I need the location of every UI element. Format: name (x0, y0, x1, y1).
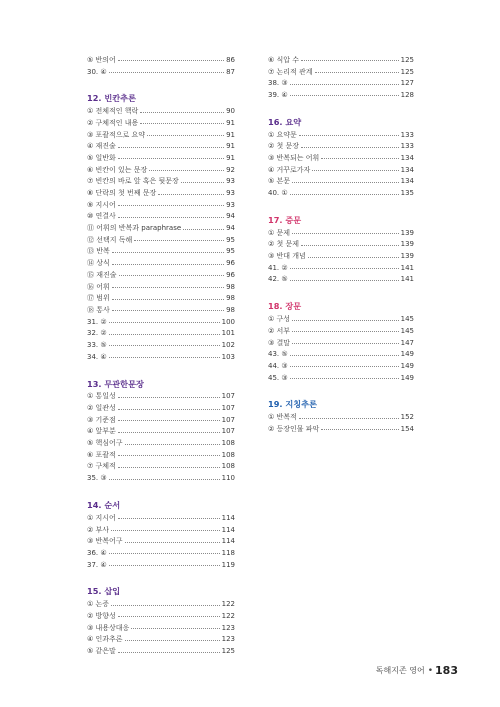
toc-entry-page: 125 (400, 55, 414, 64)
toc-entry (268, 152, 414, 164)
toc-entry-page: 152 (400, 413, 414, 422)
toc-entry (268, 54, 414, 66)
toc-entry-label: ⑭ 상식 (87, 259, 110, 268)
toc-entry (87, 129, 235, 141)
toc-entry-label: ① 구성 (268, 315, 291, 324)
toc-entry-label: 45. ③ (268, 373, 288, 382)
toc-entry-label: ⑤ 일반화 (87, 153, 116, 162)
toc-entry-page: 149 (400, 361, 414, 370)
toc-entry (268, 227, 414, 239)
dotted-leader (111, 530, 220, 531)
toc-entry-label: ⑰ 범위 (87, 294, 110, 303)
toc-entry (87, 402, 235, 414)
toc-entry-page: 107 (221, 392, 235, 401)
toc-entry-label: 38. ③ (268, 79, 288, 88)
toc-entry (87, 559, 235, 571)
dotted-leader (109, 553, 220, 554)
toc-entry (268, 187, 414, 199)
toc-entry (87, 598, 235, 610)
toc-entry (87, 199, 235, 211)
toc-entry-label: ② 서부 (268, 326, 291, 335)
toc-entry-label: ⑮ 재진술 (87, 270, 117, 279)
toc-entry-page: 123 (221, 635, 235, 644)
toc-entry-page: 122 (221, 611, 235, 620)
toc-entry-page: 108 (221, 450, 235, 459)
toc-entry-label: ⑥ 식압 수 (268, 55, 300, 64)
toc-entry (87, 426, 235, 438)
toc-entry-page: 107 (221, 415, 235, 424)
dotted-leader (118, 60, 224, 61)
toc-entry (87, 622, 235, 634)
toc-entry-page: 127 (400, 79, 414, 88)
toc-entry-page: 93 (226, 177, 235, 186)
dotted-leader (299, 135, 399, 136)
toc-entry (268, 176, 414, 188)
toc-entry-page: 141 (400, 263, 414, 272)
dotted-leader (125, 640, 220, 641)
toc-entry (87, 105, 235, 117)
toc-entry (268, 325, 414, 337)
toc-entry-page: 102 (221, 340, 235, 349)
dotted-leader (290, 280, 399, 281)
toc-entry-label: ⑪ 어휘의 반복과 paraphrase (87, 224, 182, 233)
toc-entry-label: ④ 재진술 (87, 142, 116, 151)
toc-entry (268, 164, 414, 176)
toc-entry-page: 123 (221, 623, 235, 632)
toc-entry-label: ⑬ 반복 (87, 247, 110, 256)
toc-entry-page: 107 (221, 404, 235, 413)
toc-entry-label: 32. ② (87, 329, 107, 338)
right-column (268, 54, 414, 451)
toc-entry (87, 281, 235, 293)
toc-entry-label: ② 구체적인 내용 (87, 118, 139, 127)
toc-entry-label: 44. ③ (268, 361, 288, 370)
dotted-leader (321, 429, 398, 430)
toc-entry-page: 95 (226, 235, 235, 244)
toc-entry (268, 360, 414, 372)
toc-entry-label: ① 반복적 (268, 413, 297, 422)
toc-entry-page: 91 (226, 142, 235, 151)
dotted-leader (301, 60, 399, 61)
toc-entry-page: 135 (400, 189, 414, 198)
toc-entry-page: 147 (400, 338, 414, 347)
dotted-leader (109, 72, 224, 73)
dotted-leader (308, 257, 399, 258)
dotted-leader (301, 245, 399, 246)
dotted-leader (312, 170, 398, 171)
section-heading: 13. 무관한문장 (87, 378, 144, 389)
toc-entry (268, 250, 414, 262)
dotted-leader (109, 565, 220, 566)
toc-entry-page: 98 (226, 282, 235, 291)
toc-entry (87, 610, 235, 622)
toc-entry (268, 77, 414, 89)
dotted-leader (290, 95, 399, 96)
toc-entry-label: 31. ② (87, 317, 107, 326)
toc-entry-label: ④ 인과추론 (87, 635, 123, 644)
toc-entry-page: 134 (400, 177, 414, 186)
toc-entry-label: ② 일관성 (87, 404, 116, 413)
toc-entry-label: ① 통일성 (87, 392, 116, 401)
dotted-leader (118, 455, 220, 456)
dotted-leader (158, 194, 224, 195)
toc-entry-page: 108 (221, 462, 235, 471)
page-footer (376, 664, 458, 677)
toc-section (87, 500, 235, 570)
footer-separator: • (427, 665, 434, 676)
toc-entry (87, 211, 235, 223)
toc-entry-page: 141 (400, 275, 414, 284)
toc-entry-label: ③ 내용상대응 (87, 623, 130, 632)
toc-entry-label: ③ 포괄적으로 요약 (87, 130, 146, 139)
dotted-leader (119, 275, 225, 276)
left-column (87, 54, 235, 673)
toc-entry-page: 114 (221, 525, 235, 534)
toc-entry (268, 66, 414, 78)
toc-entry (87, 524, 235, 536)
section-heading: 18. 장문 (268, 301, 302, 312)
dotted-leader (118, 616, 220, 617)
dotted-leader (111, 605, 220, 606)
toc-entry-page: 110 (221, 474, 235, 483)
toc-entry-label: ⑦ 논리적 관계 (268, 67, 313, 76)
toc-entry-label: ② 등장인물 파악 (268, 424, 320, 433)
dotted-leader (321, 158, 398, 159)
dotted-leader (292, 331, 399, 332)
toc-entry-label: ⑥ 빈칸이 있는 문장 (87, 165, 148, 174)
toc-entry (87, 316, 235, 328)
toc-entry-page: 149 (400, 350, 414, 359)
toc-entry-label: ⑨ 지시어 (87, 200, 116, 209)
toc-entry-page: 98 (226, 294, 235, 303)
dotted-leader (109, 479, 220, 480)
toc-entry (87, 246, 235, 258)
toc-entry-page: 119 (221, 560, 235, 569)
toc-entry-page: 108 (221, 439, 235, 448)
toc-entry-label: ⑯ 어휘 (87, 282, 110, 291)
toc-entry-label: 37. ④ (87, 560, 107, 569)
toc-entry-page: 134 (400, 153, 414, 162)
dotted-leader (181, 182, 224, 183)
toc-section (87, 93, 235, 362)
toc-entry (268, 348, 414, 360)
dotted-leader (112, 252, 224, 253)
toc-entry-label: ③ 반복어구 (87, 537, 123, 546)
dotted-leader (290, 355, 399, 356)
toc-entry-label: ② 방향성 (87, 611, 116, 620)
dotted-leader (112, 287, 224, 288)
toc-entry-label: ⑧ 단락의 첫 번째 문장 (87, 189, 157, 198)
toc-entry-label: ⑤ 핵심어구 (87, 439, 123, 448)
dotted-leader (292, 320, 399, 321)
toc-entry-page: 94 (226, 224, 235, 233)
toc-entry (87, 449, 235, 461)
toc-entry-page: 98 (226, 305, 235, 314)
toc-entry (87, 327, 235, 339)
dotted-leader (118, 652, 220, 653)
section-heading: 15. 삽입 (87, 586, 121, 597)
dotted-leader (118, 432, 220, 433)
toc-entry-page: 128 (400, 90, 414, 99)
toc-section (268, 301, 414, 383)
toc-entry-label: 30. ④ (87, 67, 107, 76)
toc-entry-page: 94 (226, 212, 235, 221)
dotted-leader (118, 467, 220, 468)
dotted-leader (292, 233, 399, 234)
section-heading: 17. 증문 (268, 214, 302, 225)
toc-entry-label: 34. ④ (87, 352, 107, 361)
toc-entry-label: ③ 반대 개념 (268, 252, 306, 261)
toc-section (268, 399, 414, 434)
toc-entry-page: 134 (400, 165, 414, 174)
dotted-leader (118, 205, 224, 206)
dotted-leader (315, 72, 399, 73)
toc-entry-page: 125 (400, 67, 414, 76)
dotted-leader (109, 322, 220, 323)
toc-entry-label: ① 요약문 (268, 130, 297, 139)
toc-entry-page: 96 (226, 270, 235, 279)
toc-entry-label: 33. ⑤ (87, 340, 107, 349)
toc-entry-page: 114 (221, 537, 235, 546)
toc-entry-page: 101 (221, 329, 235, 338)
toc-entry (87, 512, 235, 524)
dotted-leader (109, 357, 220, 358)
toc-entry-label: ① 지시어 (87, 513, 116, 522)
toc-entry-label: ⑦ 구체적 (87, 462, 116, 471)
toc-entry-label: 35. ③ (87, 474, 107, 483)
dotted-leader (118, 518, 220, 519)
toc-entry (87, 292, 235, 304)
dotted-leader (292, 343, 399, 344)
footer-title: 독해지존 영어 (375, 666, 425, 675)
toc-entry-page: 139 (400, 252, 414, 261)
toc-entry-page: 95 (226, 247, 235, 256)
toc-entry-page: 87 (226, 67, 235, 76)
toc-entry-page: 133 (400, 130, 414, 139)
toc-entry-page: 86 (226, 55, 235, 64)
dotted-leader (290, 366, 399, 367)
toc-entry-page: 100 (221, 317, 235, 326)
dotted-leader (112, 310, 224, 311)
toc-entry-label: 43. ⑤ (268, 350, 288, 359)
toc-entry-label: 39. ④ (268, 90, 288, 99)
toc-entry-label: ③ 결말 (268, 338, 291, 347)
toc-entry-page: 103 (221, 352, 235, 361)
dotted-leader (109, 334, 220, 335)
toc-entry (268, 140, 414, 152)
section-heading: 12. 빈칸추론 (87, 93, 136, 104)
dotted-leader (292, 182, 399, 183)
toc-entry-page: 96 (226, 259, 235, 268)
toc-entry-label: ④ 앞부분 (87, 427, 116, 436)
toc-section (87, 586, 235, 656)
toc-entry-page: 145 (400, 326, 414, 335)
toc-entry-label: ② 부사 (87, 525, 110, 534)
dotted-leader (118, 409, 220, 410)
continued-section (87, 54, 235, 77)
toc-entry-page: 145 (400, 315, 414, 324)
toc-entry-label: ⑦ 빈칸의 바로 앞 혹은 뒷문장 (87, 177, 179, 186)
toc-entry-page: 133 (400, 142, 414, 151)
toc-entry (268, 313, 414, 325)
dotted-leader (183, 229, 224, 230)
toc-entry-label: ⑫ 선택지 독해 (87, 235, 133, 244)
toc-entry-label: ⑱ 통사 (87, 305, 110, 314)
toc-entry-label: ① 논증 (87, 600, 110, 609)
toc-entry-page: 91 (226, 130, 235, 139)
toc-entry-label: ⑥ 포괄적 (87, 450, 116, 459)
toc-entry (87, 472, 235, 484)
toc-entry (87, 437, 235, 449)
toc-entry-label: 42. ⑤ (268, 275, 288, 284)
toc-entry-page: 139 (400, 228, 414, 237)
toc-entry-page: 122 (221, 600, 235, 609)
toc-entry-label: 41. ② (268, 263, 288, 272)
toc-section (87, 379, 235, 485)
toc-entry-page: 91 (226, 118, 235, 127)
section-heading: 14. 순서 (87, 500, 121, 510)
dotted-leader (140, 123, 224, 124)
section-heading: 19. 지칭추론 (268, 399, 317, 410)
toc-entry-label: 36. ④ (87, 548, 107, 557)
toc-entry-page: 154 (400, 424, 414, 433)
dotted-leader (290, 84, 399, 85)
toc-entry (87, 117, 235, 129)
dotted-leader (112, 299, 224, 300)
toc-entry-label: ① 문제 (268, 228, 291, 237)
toc-section (268, 215, 414, 285)
toc-entry (87, 351, 235, 363)
toc-entry-label: ⑤ 같은말 (87, 647, 116, 656)
dotted-leader (149, 170, 224, 171)
page-number: 183 (435, 664, 458, 677)
dotted-leader (118, 420, 220, 421)
toc-section (268, 117, 414, 199)
continued-section (268, 54, 414, 101)
toc-entry-label: ② 첫 문장 (268, 142, 300, 151)
dotted-leader (118, 147, 224, 148)
toc-entry-label: ⑤ 본문 (268, 177, 291, 186)
toc-entry-label: ③ 기준점 (87, 415, 116, 424)
toc-entry-label: 40. ① (268, 189, 288, 198)
toc-entry (268, 129, 414, 141)
toc-entry (87, 414, 235, 426)
dotted-leader (140, 112, 224, 113)
toc-entry-page: 92 (226, 165, 235, 174)
toc-entry (87, 66, 235, 78)
toc-entry (87, 152, 235, 164)
toc-entry-page: 114 (221, 513, 235, 522)
toc-entry-page: 139 (400, 240, 414, 249)
toc-entry (268, 262, 414, 274)
dotted-leader (125, 542, 220, 543)
toc-entry (87, 257, 235, 269)
toc-entry (268, 423, 414, 435)
toc-entry-page: 90 (226, 107, 235, 116)
toc-entry (268, 274, 414, 286)
dotted-leader (290, 378, 399, 379)
dotted-leader (147, 135, 224, 136)
toc-entry (87, 547, 235, 559)
dotted-leader (109, 345, 220, 346)
dotted-leader (301, 147, 399, 148)
toc-entry-page: 93 (226, 200, 235, 209)
toc-entry-page: 125 (221, 647, 235, 656)
section-heading: 16. 요약 (268, 116, 302, 127)
toc-entry (268, 411, 414, 423)
dotted-leader (131, 628, 219, 629)
toc-entry (268, 337, 414, 349)
toc-entry (87, 187, 235, 199)
toc-entry (268, 372, 414, 384)
toc-entry (87, 54, 235, 66)
toc-entry (87, 535, 235, 547)
toc-entry (268, 239, 414, 251)
dotted-leader (118, 158, 224, 159)
toc-entry (87, 461, 235, 473)
toc-entry (87, 176, 235, 188)
toc-entry (87, 645, 235, 657)
toc-entry (87, 391, 235, 403)
dotted-leader (112, 264, 224, 265)
toc-entry (87, 269, 235, 281)
toc-entry (87, 304, 235, 316)
dotted-leader (299, 418, 399, 419)
toc-entry-label: ③ 반복되는 어휘 (268, 153, 320, 162)
toc-entry-page: 91 (226, 153, 235, 162)
toc-entry-label: ② 첫 문제 (268, 240, 300, 249)
toc-entry-label: ⑩ 연결사 (87, 212, 116, 221)
dotted-leader (118, 217, 224, 218)
dotted-leader (134, 240, 224, 241)
toc-entry (87, 234, 235, 246)
toc-entry-label: ⑤ 반의어 (87, 55, 116, 64)
toc-entry (87, 164, 235, 176)
toc-entry (87, 634, 235, 646)
toc-entry (87, 140, 235, 152)
toc-entry-label: ① 전체적인 핵락 (87, 107, 139, 116)
toc-entry (87, 339, 235, 351)
toc-entry-page: 149 (400, 373, 414, 382)
toc-entry (87, 222, 235, 234)
toc-entry-label: ④ 거꾸로가자 (268, 165, 311, 174)
dotted-leader (118, 397, 220, 398)
toc-entry (268, 89, 414, 101)
dotted-leader (290, 268, 399, 269)
dotted-leader (290, 194, 399, 195)
dotted-leader (125, 444, 220, 445)
toc-entry-page: 118 (221, 548, 235, 557)
toc-entry-page: 107 (221, 427, 235, 436)
toc-entry-page: 93 (226, 189, 235, 198)
